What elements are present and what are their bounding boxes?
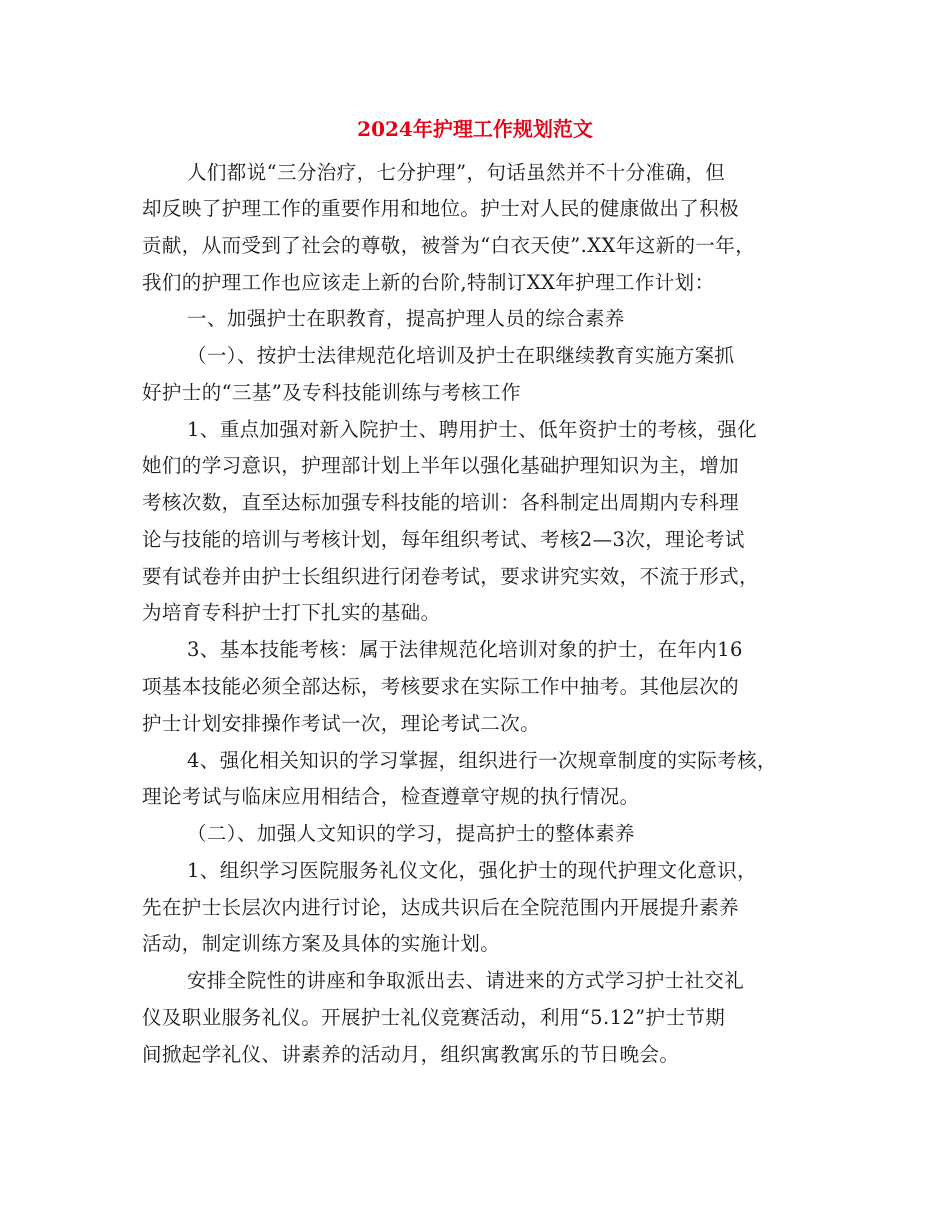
subsection-heading: （二）、加强人文知识的学习，提高护士的整体素养 <box>187 822 635 845</box>
paragraph-line: 贡献，从而受到了社会的尊敬，被誉为“白衣天使”.XX年这新的一年， <box>142 234 756 257</box>
paragraph-line: 为培育专科护士打下扎实的基础。 <box>142 601 441 624</box>
paragraph-line: 仪及职业服务礼仪。开展护士礼仪竞赛活动，利用“5.12”护士节期 <box>142 1006 726 1029</box>
subsection-heading: （一）、按护士法律规范化培训及护士在职继续教育实施方案抓 <box>187 344 735 367</box>
paragraph-line: 先在护士长层次内进行讨论，达成共识后在全院范围内开展提升素养 <box>142 896 740 919</box>
paragraph-line: 1、重点加强对新入院护士、聘用护士、低年资护士的考核，强化 <box>187 418 758 441</box>
paragraph-line: 护士计划安排操作考试一次，理论考试二次。 <box>142 712 541 735</box>
subsection-heading: 好护士的“三基”及专科技能训练与考核工作 <box>142 381 521 404</box>
paragraph-line: 3、基本技能考核：属于法律规范化培训对象的护士，在年内16 <box>187 638 743 661</box>
paragraph-line: 要有试卷并由护士长组织进行闭卷考试，要求讲究实效，不流于形式， <box>142 565 759 588</box>
paragraph-line: 论与技能的培训与考核计划，每年组织考试、考核2—3次，理论考试 <box>142 528 745 551</box>
paragraph-line: 活动，制定训练方案及具体的实施计划。 <box>142 932 501 955</box>
paragraph-line: 4、强化相关知识的学习掌握，组织进行一次规章制度的实际考核， <box>187 749 777 772</box>
document-title: 2024年护理工作规划范文 <box>357 117 593 141</box>
paragraph-line: 安排全院性的讲座和争取派出去、请进来的方式学习护士社交礼 <box>187 969 745 992</box>
section-heading: 一、加强护士在职教育，提高护理人员的综合素养 <box>187 307 625 330</box>
paragraph-line: 理论考试与临床应用相结合，检查遵章守规的执行情况。 <box>142 785 640 808</box>
paragraph-line: 考核次数，直至达标加强专科技能的培训：各科制定出周期内专科理 <box>142 491 740 514</box>
paragraph-line: 她们的学习意识，护理部计划上半年以强化基础护理知识为主，增加 <box>142 454 740 477</box>
paragraph-line: 1、组织学习医院服务礼仪文化，强化护士的现代护理文化意识， <box>187 859 758 882</box>
paragraph-line: 人们都说“三分治疗，七分护理”，句话虽然并不十分准确，但 <box>187 161 726 184</box>
paragraph-line: 项基本技能必须全部达标，考核要求在实际工作中抽考。其他层次的 <box>142 675 740 698</box>
paragraph-line: 却反映了护理工作的重要作用和地位。护士对人民的健康做出了积极 <box>142 197 740 220</box>
paragraph-line: 我们的护理工作也应该走上新的台阶,特制订XX年护理工作计划： <box>142 271 715 294</box>
paragraph-line: 间掀起学礼仪、讲素养的活动月，组织寓教寓乐的节日晚会。 <box>142 1043 680 1066</box>
